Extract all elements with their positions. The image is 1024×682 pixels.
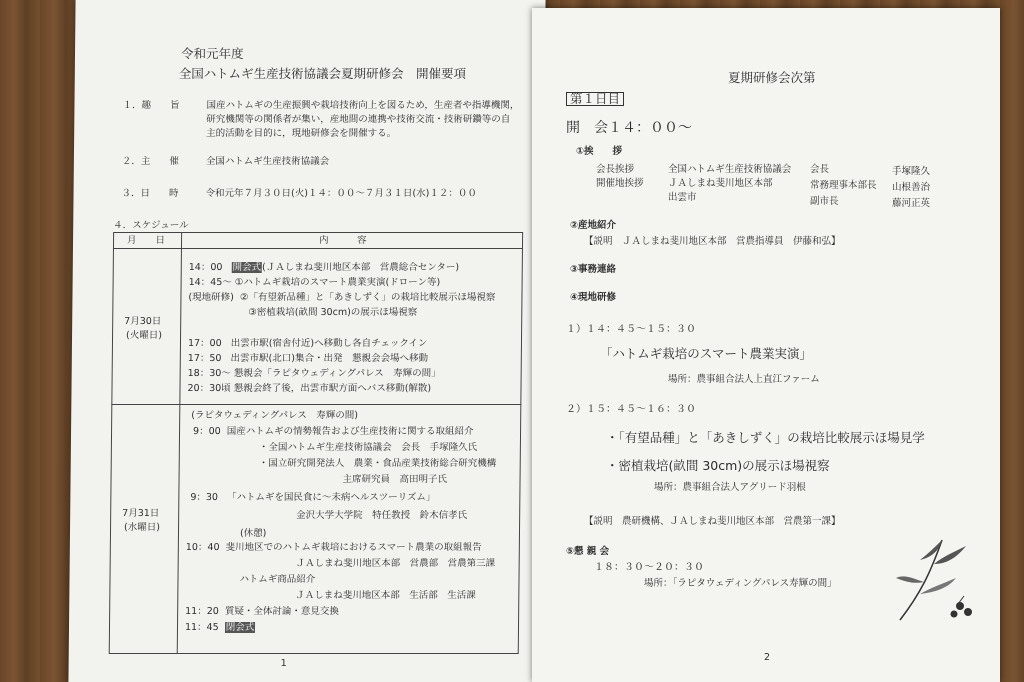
table-row: 17：50 出雲市駅(北口)集合・出発 懇親会会場へ移動	[187, 353, 429, 364]
table-row: 11：45 閉会式	[184, 622, 255, 633]
table-row: ＪＡしまね斐川地区本部 営農部 営農第三課	[295, 558, 496, 569]
section-1-line-1: 国産ハトムギの生産振興や栽培技術向上を図るため，生産者や指導機関，	[206, 100, 520, 111]
organizer: 全国ハトムギ生産技術協議会	[205, 156, 330, 167]
greet-name-1: 手塚隆久	[892, 166, 931, 177]
table-row: 10：40 斐川地区でのハトムギ栽培におけるスマート農業の取組報告	[185, 542, 482, 553]
item-region-intro: ②産地紹介	[570, 220, 617, 231]
day1-dow: (火曜日)	[126, 330, 163, 341]
table-row: ・全国ハトムギ生産技術協議会 会長 手塚隆久氏	[258, 442, 478, 453]
table-row: 18：30～ 懇親会「ラピタウェディングパレス 寿輝の間」	[187, 368, 441, 379]
field-1-place: 場所：農事組合法人上直江ファーム	[668, 374, 820, 385]
job-tears-plant-illustration	[890, 534, 982, 626]
table-row: ＪＡしまね斐川地区本部 生活部 生活課	[295, 590, 476, 601]
page-number-1: 1	[280, 658, 287, 669]
opening-ceremony-badge: 開会式	[232, 262, 262, 273]
item-reception: ⑤懇 親 会	[566, 546, 610, 557]
section-3-label: ３．日 時	[121, 188, 179, 199]
field-2-place: 場所：農事組合法人アグリード羽根	[654, 482, 806, 493]
item-admin: ③事務連絡	[570, 264, 617, 275]
section-1-line-2: 研究機関等の関係者が集い，産地間の連携や技術交流・技術研鑽等の自	[206, 114, 511, 125]
table-row: 9：00 国産ハトムギの情勢報告および生産技術に関する取組紹介	[192, 426, 474, 437]
table-row: ・国立研究開発法人 農業・食品産業技術総合研究機構	[258, 458, 497, 469]
table-row: 14：45～ ①ハトムギ栽培のスマート農業実演(ドローン等)	[188, 277, 441, 288]
event-dates: 令和元年７月３０日(火)１４：００～７月３１日(水)１２：００	[205, 188, 477, 199]
table-row: 11：20 質疑・全体討論・意見交換	[185, 606, 339, 617]
field-2-time: ２）１５：４５～１６：３０	[566, 404, 696, 415]
greet-name-3: 藤河正英	[892, 198, 931, 209]
table-row: 主席研究員 高田明子氏	[342, 474, 448, 485]
table-row: ③密植栽培(畝間 30cm)の展示ほ場視察	[248, 307, 418, 318]
page-number-2: 2	[764, 652, 771, 663]
closing-ceremony-badge: 閉会式	[225, 622, 255, 633]
table-head-date: 月 日	[126, 235, 166, 246]
section-1-label: １．趣 旨	[122, 100, 180, 111]
section-4-label: ４．スケジュール	[113, 220, 189, 231]
table-row: (現地研修) ②「有望新品種」と「あきしずく」の栽培比較展示ほ場視察	[188, 292, 496, 303]
reception-place: 場所：「ラピタウェディングパレス寿輝の間」	[644, 578, 837, 589]
opening-time: 開 会１４：００～	[566, 120, 692, 136]
table-row: 17：00 出雲市駅(宿舎付近)へ移動し各自チェックイン	[187, 338, 428, 349]
greet-pos-1: 会長	[810, 164, 830, 175]
reception-time: １８：３０～２０：３０	[594, 562, 704, 573]
item-field-study: ④現地研修	[570, 292, 617, 303]
document-title: 全国ハトムギ生産技術協議会夏期研修会 開催要項	[178, 66, 467, 81]
greet-role-2: 開催地挨拶	[596, 178, 644, 189]
day2-dow: (水曜日)	[123, 522, 161, 533]
table-row: 金沢大学大学院 特任教授 鈴木信孝氏	[296, 510, 468, 521]
section-1-line-3: 主的活動を目的に，現地研修会を開催する。	[206, 128, 397, 139]
section-2-label: ２．主 催	[121, 156, 179, 167]
region-intro-detail: 【説明 ＪＡしまね斐川地区本部 営農指導員 伊藤和弘】	[584, 236, 841, 247]
field-1-time: １）１４：４５～１５：３０	[566, 324, 696, 335]
table-row: ハトムギ商品紹介	[239, 574, 316, 585]
document-page-1	[68, 0, 545, 682]
table-row: 9：30 「ハトムギを国民食に～未病ヘルスツーリズム」	[190, 492, 436, 503]
greet-pos-3: 副市長	[810, 196, 839, 207]
field-2-item-1: ・「有望品種」と「あきしずく」の栽培比較展示ほ場見学	[606, 430, 925, 445]
greet-org-3: 出雲市	[668, 192, 697, 203]
day1-date: 7月30日	[124, 316, 162, 327]
day1-box: 第１日目	[566, 92, 624, 106]
table-row: (休憩)	[239, 528, 267, 539]
field-2-item-2: ・密植栽培(畝間 30cm)の展示ほ場視察	[606, 458, 830, 473]
table-row: 14：00 開会式(ＪＡしまね斐川地区本部 営農総合センター)	[188, 262, 460, 273]
greet-name-2: 山根善治	[892, 182, 931, 193]
table-row: (ラピタウェディングパレス 寿輝の間)	[191, 410, 359, 421]
document-page-2	[532, 8, 1000, 682]
era-heading: 令和元年度	[180, 46, 244, 61]
day2-date: 7月31日	[122, 508, 160, 519]
field-1-title: 「ハトムギ栽培のスマート農業実演」	[600, 346, 813, 361]
item-greeting: ①挨 拶	[576, 146, 623, 157]
greet-pos-2: 常務理事本部長	[810, 180, 877, 191]
field-2-detail: 【説明 農研機構、ＪＡしまね斐川地区本部 営農第一課】	[584, 516, 841, 527]
greet-org-1: 全国ハトムギ生産技術協議会	[668, 164, 792, 175]
table-head-content: 内 容	[318, 235, 367, 246]
greet-role-1: 会長挨拶	[596, 164, 635, 175]
greet-org-2: ＪＡしまね斐川地区本部	[668, 178, 773, 189]
program-title: 夏期研修会次第	[728, 70, 816, 85]
table-row: 20：30頃 懇親会終了後，出雲市駅方面へバス移動(解散)	[187, 383, 432, 394]
